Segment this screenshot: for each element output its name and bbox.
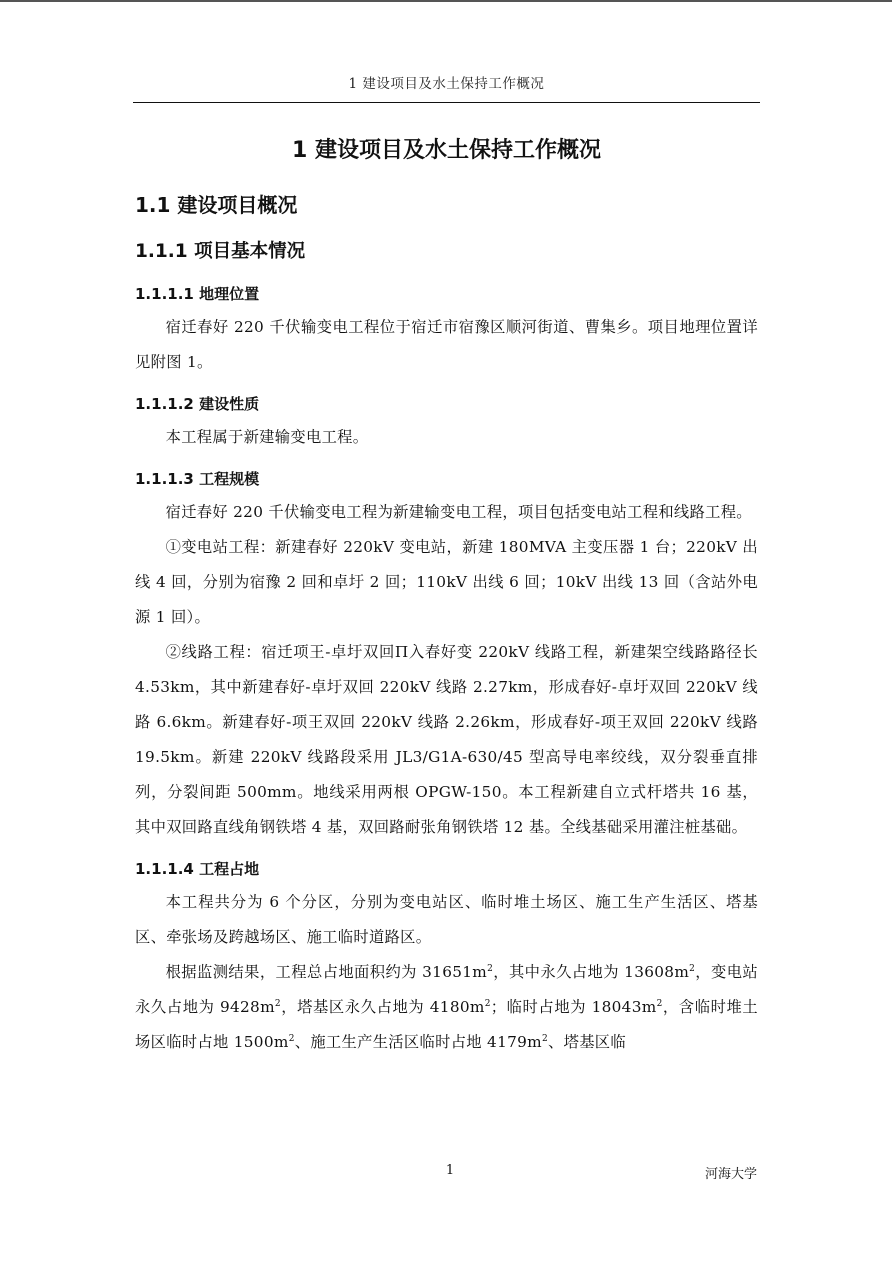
section-scale: [135, 467, 758, 845]
section-land-use: [135, 857, 758, 1060]
page-content: [135, 134, 758, 1060]
section-title: 1.1 建设项目概况: [135, 193, 298, 217]
paragraph: 本工程属于新建输变电工程。: [165, 428, 369, 446]
paragraph: 宿迁春好 220 千伏输变电工程为新建输变电工程，项目包括变电站工程和线路工程。: [165, 503, 752, 521]
paragraph: 宿迁春好 220 千伏输变电工程位于宿迁市宿豫区顺河街道、曹集乡。项目地理位置详见附图 1。: [135, 318, 758, 371]
paragraph: ①变电站工程：新建春好 220kV 变电站，新建 180MVA 主变压器 1 台；220kV 出线 4 回，分别为宿豫 2 回和卓圩 2 回；110kV 出线 6 回；10kV 出线 13 回（含站外电源 1 回）。: [135, 538, 758, 626]
page-number: 1: [445, 1163, 455, 1178]
subsection-title: 1.1.1 项目基本情况: [135, 241, 306, 262]
chapter-title: 1 建设项目及水土保持工作概况: [292, 138, 601, 163]
paragraph: 本工程共分为 6 个分区，分别为变电站区、临时堆土场区、施工生产生活区、塔基区、牵张场及跨越场区、施工临时道路区。: [135, 893, 758, 946]
land-use-paragraph: 根据监测结果，工程总占地面积约为 $31651m^2$，其中永久占地为 $13608m^2$，变电站永久占地为 $9428m^2$，塔基区永久占地为 $4180m^2$；临时占地为 $18043m^2$，含临时堆土场区临时占地 $1500m^2$、施工生产生活区临时占地 $4179m^2$、塔基区临: [135, 963, 759, 1051]
footer-organization: 河海大学: [704, 1167, 757, 1182]
header-rule: [133, 102, 760, 103]
section-nature: [135, 392, 758, 455]
top-border: [0, 0, 892, 2]
running-header: 1 建设项目及水土保持工作概况: [348, 76, 545, 92]
section-heading: 1.1.1.1 地理位置: [135, 285, 260, 303]
section-heading: 1.1.1.4 工程占地: [135, 860, 260, 878]
paragraph: ②线路工程：宿迁项王-卓圩双回Π入春好变 220kV 线路工程，新建架空线路路径长 4.53km，其中新建春好-卓圩双回 220kV 线路 2.27km，形成春好-卓圩双回 220kV 线路 6.6km。新建春好-项王双回 220kV 线路 2.26km，形成春好-项王双回 220kV 线路 19.5km。新建 220kV 线路段采用 JL3/G1A-630/45 型高导电率绞线，双分裂垂直排列，分裂间距 500mm。地线采用两根 OPGW-150。本工程新建自立式杆塔共 16 基，其中双回路直线角钢铁塔 4 基，双回路耐张角钢铁塔 12 基。全线基础采用灌注桩基础。: [135, 643, 758, 836]
section-location: [135, 282, 758, 380]
section-heading: 1.1.1.2 建设性质: [135, 395, 260, 413]
section-heading: 1.1.1.3 工程规模: [135, 470, 260, 488]
